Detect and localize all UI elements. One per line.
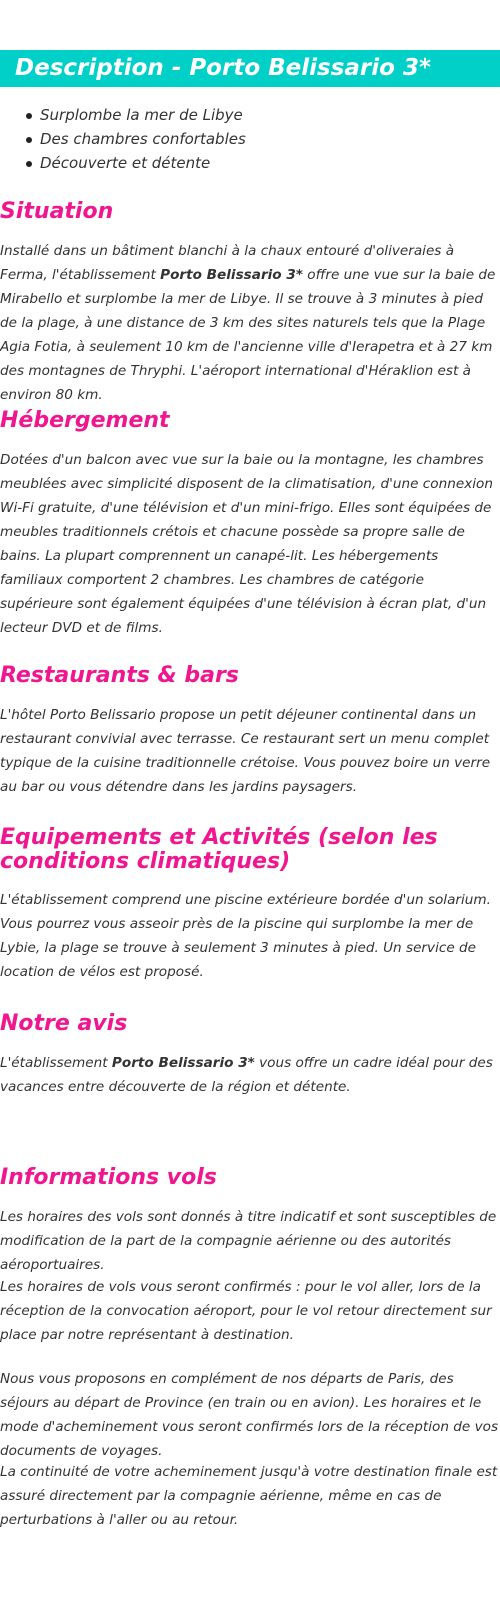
hebergement-text: Dotées d'un balcon avec vue sur la baie ou la montagne, les chambres meublées avec simplicité disposent de la climatisation, d'une connexion Wi-Fi gratuite, d'une télévision et d'un mini-frigo. Elles sont équipées de meubles traditionnels crétois et chacune possède sa propre salle de bains. La plupart comprennent un canapé-lit. Les hébergements familiaux comportent 2 chambres. Les chambres de catégorie supérieure sont également équipées d'une télévision à écran plat, d'un lecteur DVD et de films. xyxy=(0,452,493,636)
highlights-list xyxy=(26,103,246,175)
description-banner xyxy=(0,50,500,87)
hotel-name: Porto Belissario 3* xyxy=(160,267,303,283)
equipements-heading: Equipements et Activités (selon les conditions climatiques) xyxy=(0,825,438,874)
list-item: Des chambres confortables xyxy=(26,127,246,151)
restaurants-heading: Restaurants & bars xyxy=(0,663,239,688)
list-item: Découverte et détente xyxy=(26,151,246,175)
hotel-name: Porto Belissario 3* xyxy=(111,1055,255,1071)
vols-paragraph-2: Les horaires de vols vous seront confirmés : pour le vol aller, lors de la réception de la convocation aéroport, pour le vol retour directement sur place par notre représentant à destination. xyxy=(0,1279,492,1343)
description-title: Description - Porto Belissario 3* xyxy=(15,55,431,81)
situation-text: Installé dans un bâtiment blanchi à la chaux entouré d'oliveraies à Ferma, l'établissement Porto Belissario 3* offre une vue sur la baie de Mirabello et surplombe la mer de Libye. Il se trouve à 3 minutes à pied de la plage, à une distance de 3 km des sites naturels tels que la Plage Agia Fotia, à seulement 10 km de l'ancienne ville d'Ierapetra et à 27 km des montagnes de Thryphi. L'aéroport international d'Héraklion est à environ 80 km. xyxy=(0,243,496,403)
list-item: Surplombe la mer de Libye xyxy=(26,103,246,127)
vols-paragraph-1: Les horaires des vols sont donnés à titre indicatif et sont susceptibles de modification de la part de la compagnie aérienne ou des autorités aéroportuaires. xyxy=(0,1209,497,1273)
hebergement-heading: Hébergement xyxy=(0,408,170,433)
vols-paragraph-3: Nous vous proposons en complément de nos départs de Paris, des séjours au départ de Province (en train ou en avion). Les horaires et le mode d'acheminement vous seront confirmés lors de la réception de vos documents de voyages. xyxy=(0,1371,499,1459)
equipements-text: L'établissement comprend une piscine extérieure bordée d'un solarium. Vous pourrez vous asseoir près de la piscine qui surplombe la mer de Lybie, la plage se trouve à seulement 3 minutes à pied. Un service de location de vélos est proposé. xyxy=(0,892,491,980)
avis-heading: Notre avis xyxy=(0,1011,128,1036)
vols-heading: Informations vols xyxy=(0,1165,217,1190)
vols-paragraph-4: La continuité de votre acheminement jusqu'à votre destination finale est assuré directement par la compagnie aérienne, même en cas de perturbations à l'aller ou au retour. xyxy=(0,1464,498,1528)
avis-text: L'établissement Porto Belissario 3* vous offre un cadre idéal pour des vacances entre découverte de la région et détente. xyxy=(0,1055,493,1095)
restaurants-text: L'hôtel Porto Belissario propose un petit déjeuner continental dans un restaurant convivial avec terrasse. Ce restaurant sert un menu complet typique de la cuisine traditionnelle crétoise. Vous pouvez boire un verre au bar ou vous détendre dans les jardins paysagers. xyxy=(0,707,491,795)
situation-heading: Situation xyxy=(0,199,114,224)
